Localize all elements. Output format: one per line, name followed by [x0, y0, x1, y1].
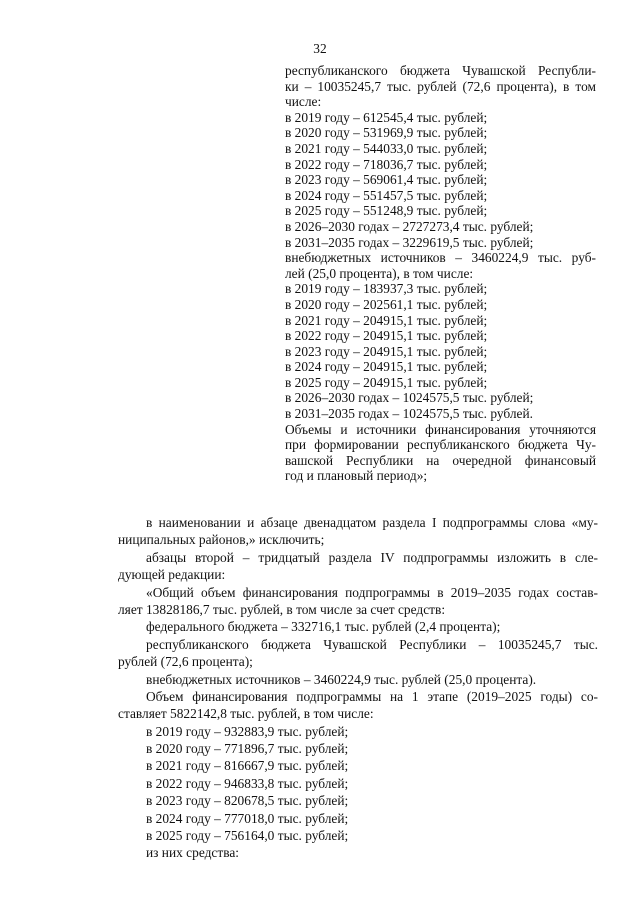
text-line: в 2022 году – 204915,1 тыс. рублей; — [285, 328, 488, 344]
text-line: в 2031–2035 годах – 3229619,5 тыс. рублей; — [285, 234, 534, 250]
text-line: в 2026–2030 годах – 2727273,4 тыс. рублей; — [285, 218, 534, 234]
text-line: из них средства: — [146, 845, 240, 861]
text-line: внебюджетных источников – 3460224,9 тыс. руб- — [285, 250, 596, 266]
text-line: в 2024 году – 777018,0 тыс. рублей; — [146, 810, 349, 826]
text-line: в 2023 году – 204915,1 тыс. рублей; — [285, 343, 488, 359]
text-line: в наименовании и абзаце двенадцатом раздела I подпрограммы слова «му- — [146, 515, 598, 530]
text-line: числе: — [285, 94, 322, 110]
text-line: в 2024 году – 204915,1 тыс. рублей; — [285, 359, 488, 375]
text-line: в 2019 году – 183937,3 тыс. рублей; — [285, 281, 488, 297]
text-line: республиканского бюджета Чувашской Республи- — [285, 63, 596, 78]
right-column-text — [285, 63, 596, 484]
text-line: в 2019 году – 932883,9 тыс. рублей; — [146, 723, 349, 739]
text-line: федерального бюджета – 332716,1 тыс. рублей (2,4 процента); — [146, 619, 501, 635]
text-line: абзацы второй – тридцатый раздела IV подпрограммы изложить в сле- — [146, 549, 598, 565]
text-line: в 2025 году – 551248,9 тыс. рублей; — [285, 203, 488, 219]
text-line: при формировании республиканского бюджета Чу- — [285, 437, 596, 453]
text-line: в 2024 году – 551457,5 тыс. рублей; — [285, 187, 488, 203]
text-line: в 2031–2035 годах – 1024575,5 тыс. рублей. — [285, 406, 533, 422]
text-line: в 2023 году – 820678,5 тыс. рублей; — [146, 793, 349, 809]
text-line: внебюджетных источников – 3460224,9 тыс. рублей (25,0 процента). — [146, 671, 537, 687]
text-line: дующей редакции: — [118, 567, 226, 583]
text-line: ставляет 5822142,8 тыс. рублей, в том числе: — [118, 706, 374, 722]
text-line: Объемы и источники финансирования уточняются — [285, 421, 596, 437]
page-number: 32 — [313, 41, 327, 56]
text-line: в 2019 году – 612545,4 тыс. рублей; — [285, 109, 488, 125]
text-line: год и плановый период»; — [285, 468, 428, 484]
text-line: лей (25,0 процента), в том числе: — [285, 265, 474, 281]
text-line: в 2020 году – 771896,7 тыс. рублей; — [146, 741, 349, 757]
text-line: ляет 13828186,7 тыс. рублей, в том числе за счет средств: — [118, 601, 446, 617]
text-line: в 2021 году – 544033,0 тыс. рублей; — [285, 140, 488, 156]
text-line: в 2022 году – 718036,7 тыс. рублей; — [285, 156, 488, 172]
text-line: в 2020 году – 202561,1 тыс. рублей; — [285, 296, 488, 312]
text-line: рублей (72,6 процента); — [118, 654, 253, 670]
text-line: вашской Республики на очередной финансовый — [285, 452, 596, 468]
text-line: в 2021 году – 816667,9 тыс. рублей; — [146, 758, 349, 774]
text-line: в 2025 году – 756164,0 тыс. рублей; — [146, 828, 349, 844]
text-line: в 2025 году – 204915,1 тыс. рублей; — [285, 374, 488, 390]
text-line: в 2020 году – 531969,9 тыс. рублей; — [285, 125, 488, 141]
text-line: ки – 10035245,7 тыс. рублей (72,6 процента), в том — [285, 78, 596, 94]
body-text — [118, 514, 598, 862]
text-line: в 2026–2030 годах – 1024575,5 тыс. рублей; — [285, 390, 534, 406]
text-line: «Общий объем финансирования подпрограммы в 2019–2035 годах состав- — [146, 584, 598, 600]
text-line: ниципальных районов,» исключить; — [118, 532, 325, 548]
text-line: в 2023 году – 569061,4 тыс. рублей; — [285, 172, 488, 188]
text-line: в 2021 году – 204915,1 тыс. рублей; — [285, 312, 488, 328]
text-line: республиканского бюджета Чувашской Республики – 10035245,7 тыс. — [146, 636, 598, 652]
text-line: в 2022 году – 946833,8 тыс. рублей; — [146, 775, 349, 791]
text-line: Объем финансирования подпрограммы на 1 этапе (2019–2025 годы) со- — [146, 688, 598, 704]
